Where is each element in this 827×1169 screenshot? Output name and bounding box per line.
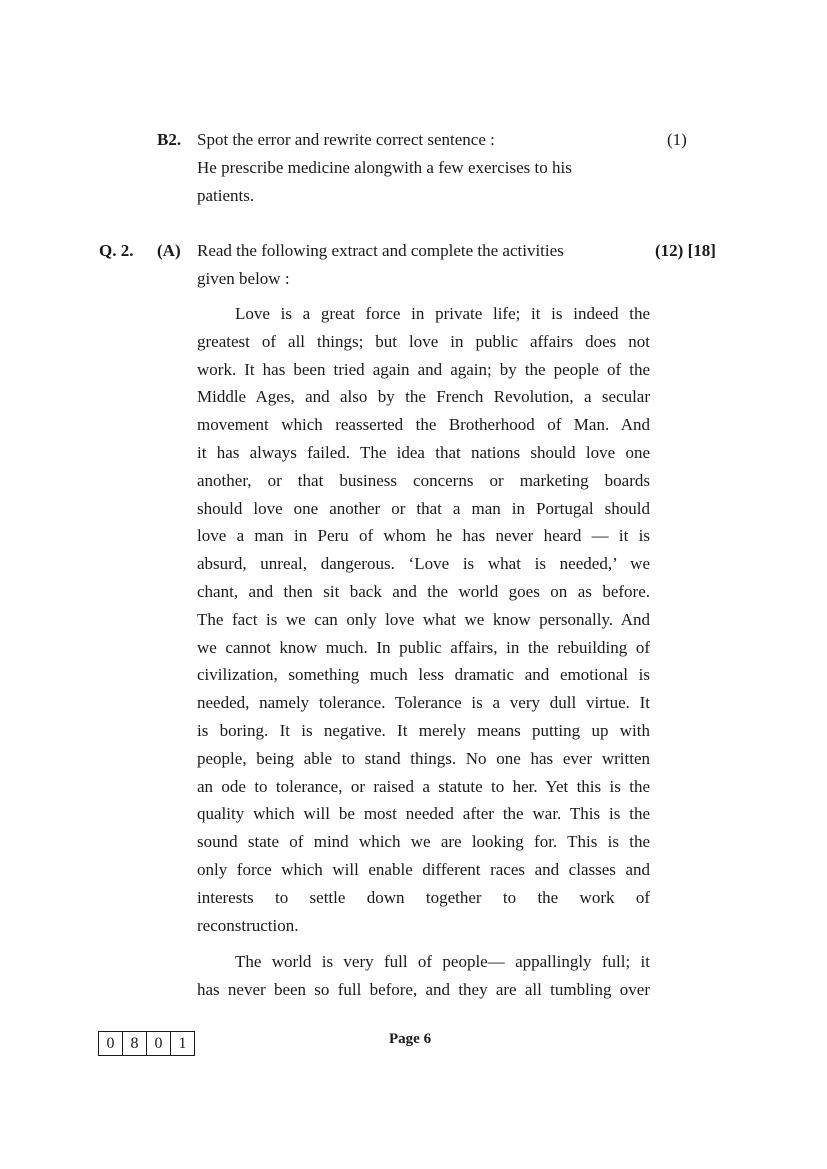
passage-line: The world is very full of people— appallingly full; it [235,952,650,971]
passage-line: needed, namely tolerance. Tolerance is a very dull virtue. It [197,693,650,713]
page-number: Page 6 [389,1031,432,1047]
question-label-b2: B2. [157,130,182,149]
passage-line: it has always failed. The idea that nations should love one [197,442,650,462]
passage-line: Love is a great force in private life; it is indeed the [235,304,650,323]
q2-instruction-line-2: given below : [197,269,290,288]
passage-line: civilization, something much less dramatic and emotional is [197,665,650,685]
passage-line: love a man in Peru of whom he has never heard — it is [197,526,650,546]
passage-line: greatest of all things; but love in public affairs does not [197,331,650,351]
code-digit: 1 [178,1034,187,1052]
passage-line: has never been so full before, and they are all tumbling over [197,979,650,999]
code-digit: 0 [99,1032,123,1055]
passage-line: is boring. It is negative. It merely means putting up with [197,720,650,740]
b2-instruction: Spot the error and rewrite correct sentence : [197,130,495,149]
question-number-q2: Q. 2. [99,241,134,260]
passage-line: work. It has been tried again and again; by the people of the [197,359,650,379]
b2-marks: (1) [667,130,687,149]
q2-instruction-line-1: Read the following extract and complete the activities [197,241,564,260]
passage-line: The fact is we can only love what we know personally. And [197,609,650,629]
code-digit: 8 [123,1032,147,1055]
passage-line: Middle Ages, and also by the French Revolution, a secular [197,387,650,407]
passage-line: sound state of mind which we are looking for. This is the [197,832,650,852]
passage-line: absurd, unreal, dangerous. ‘Love is what is needed,’ we [197,554,650,574]
passage-line: movement which reasserted the Brotherhood of Man. And [197,415,650,435]
b2-sentence-line-2: patients. [197,186,255,205]
code-digit: 0 [147,1032,171,1055]
passage-line: should love one another or that a man in Portugal should [197,498,650,518]
passage-line: chant, and then sit back and the world goes on as before. [197,581,650,601]
passage-line: quality which will be most needed after the war. This is the [197,804,650,824]
passage-paragraph-1 [197,300,650,939]
paper-code-boxes [98,1031,195,1056]
passage-line: reconstruction. [197,915,299,935]
b2-sentence-line-1: He prescribe medicine alongwith a few exercises to his [197,158,572,177]
passage-paragraph-2 [197,948,650,1004]
passage-line: interests to settle down together to the work of [197,887,650,907]
passage-line: people, being able to stand things. No one has ever written [197,748,650,768]
passage-line: only force which will enable different races and classes and [197,859,650,879]
q2-marks: (12) [18] [655,241,716,260]
passage-line: another, or that business concerns or marketing boards [197,470,650,490]
q2-instruction [197,237,617,293]
question-sub-label: (A) [157,241,181,260]
passage-line: an ode to tolerance, or raised a statute to her. Yet this is the [197,776,650,796]
passage-line: we cannot know much. In public affairs, in the rebuilding of [197,637,650,657]
